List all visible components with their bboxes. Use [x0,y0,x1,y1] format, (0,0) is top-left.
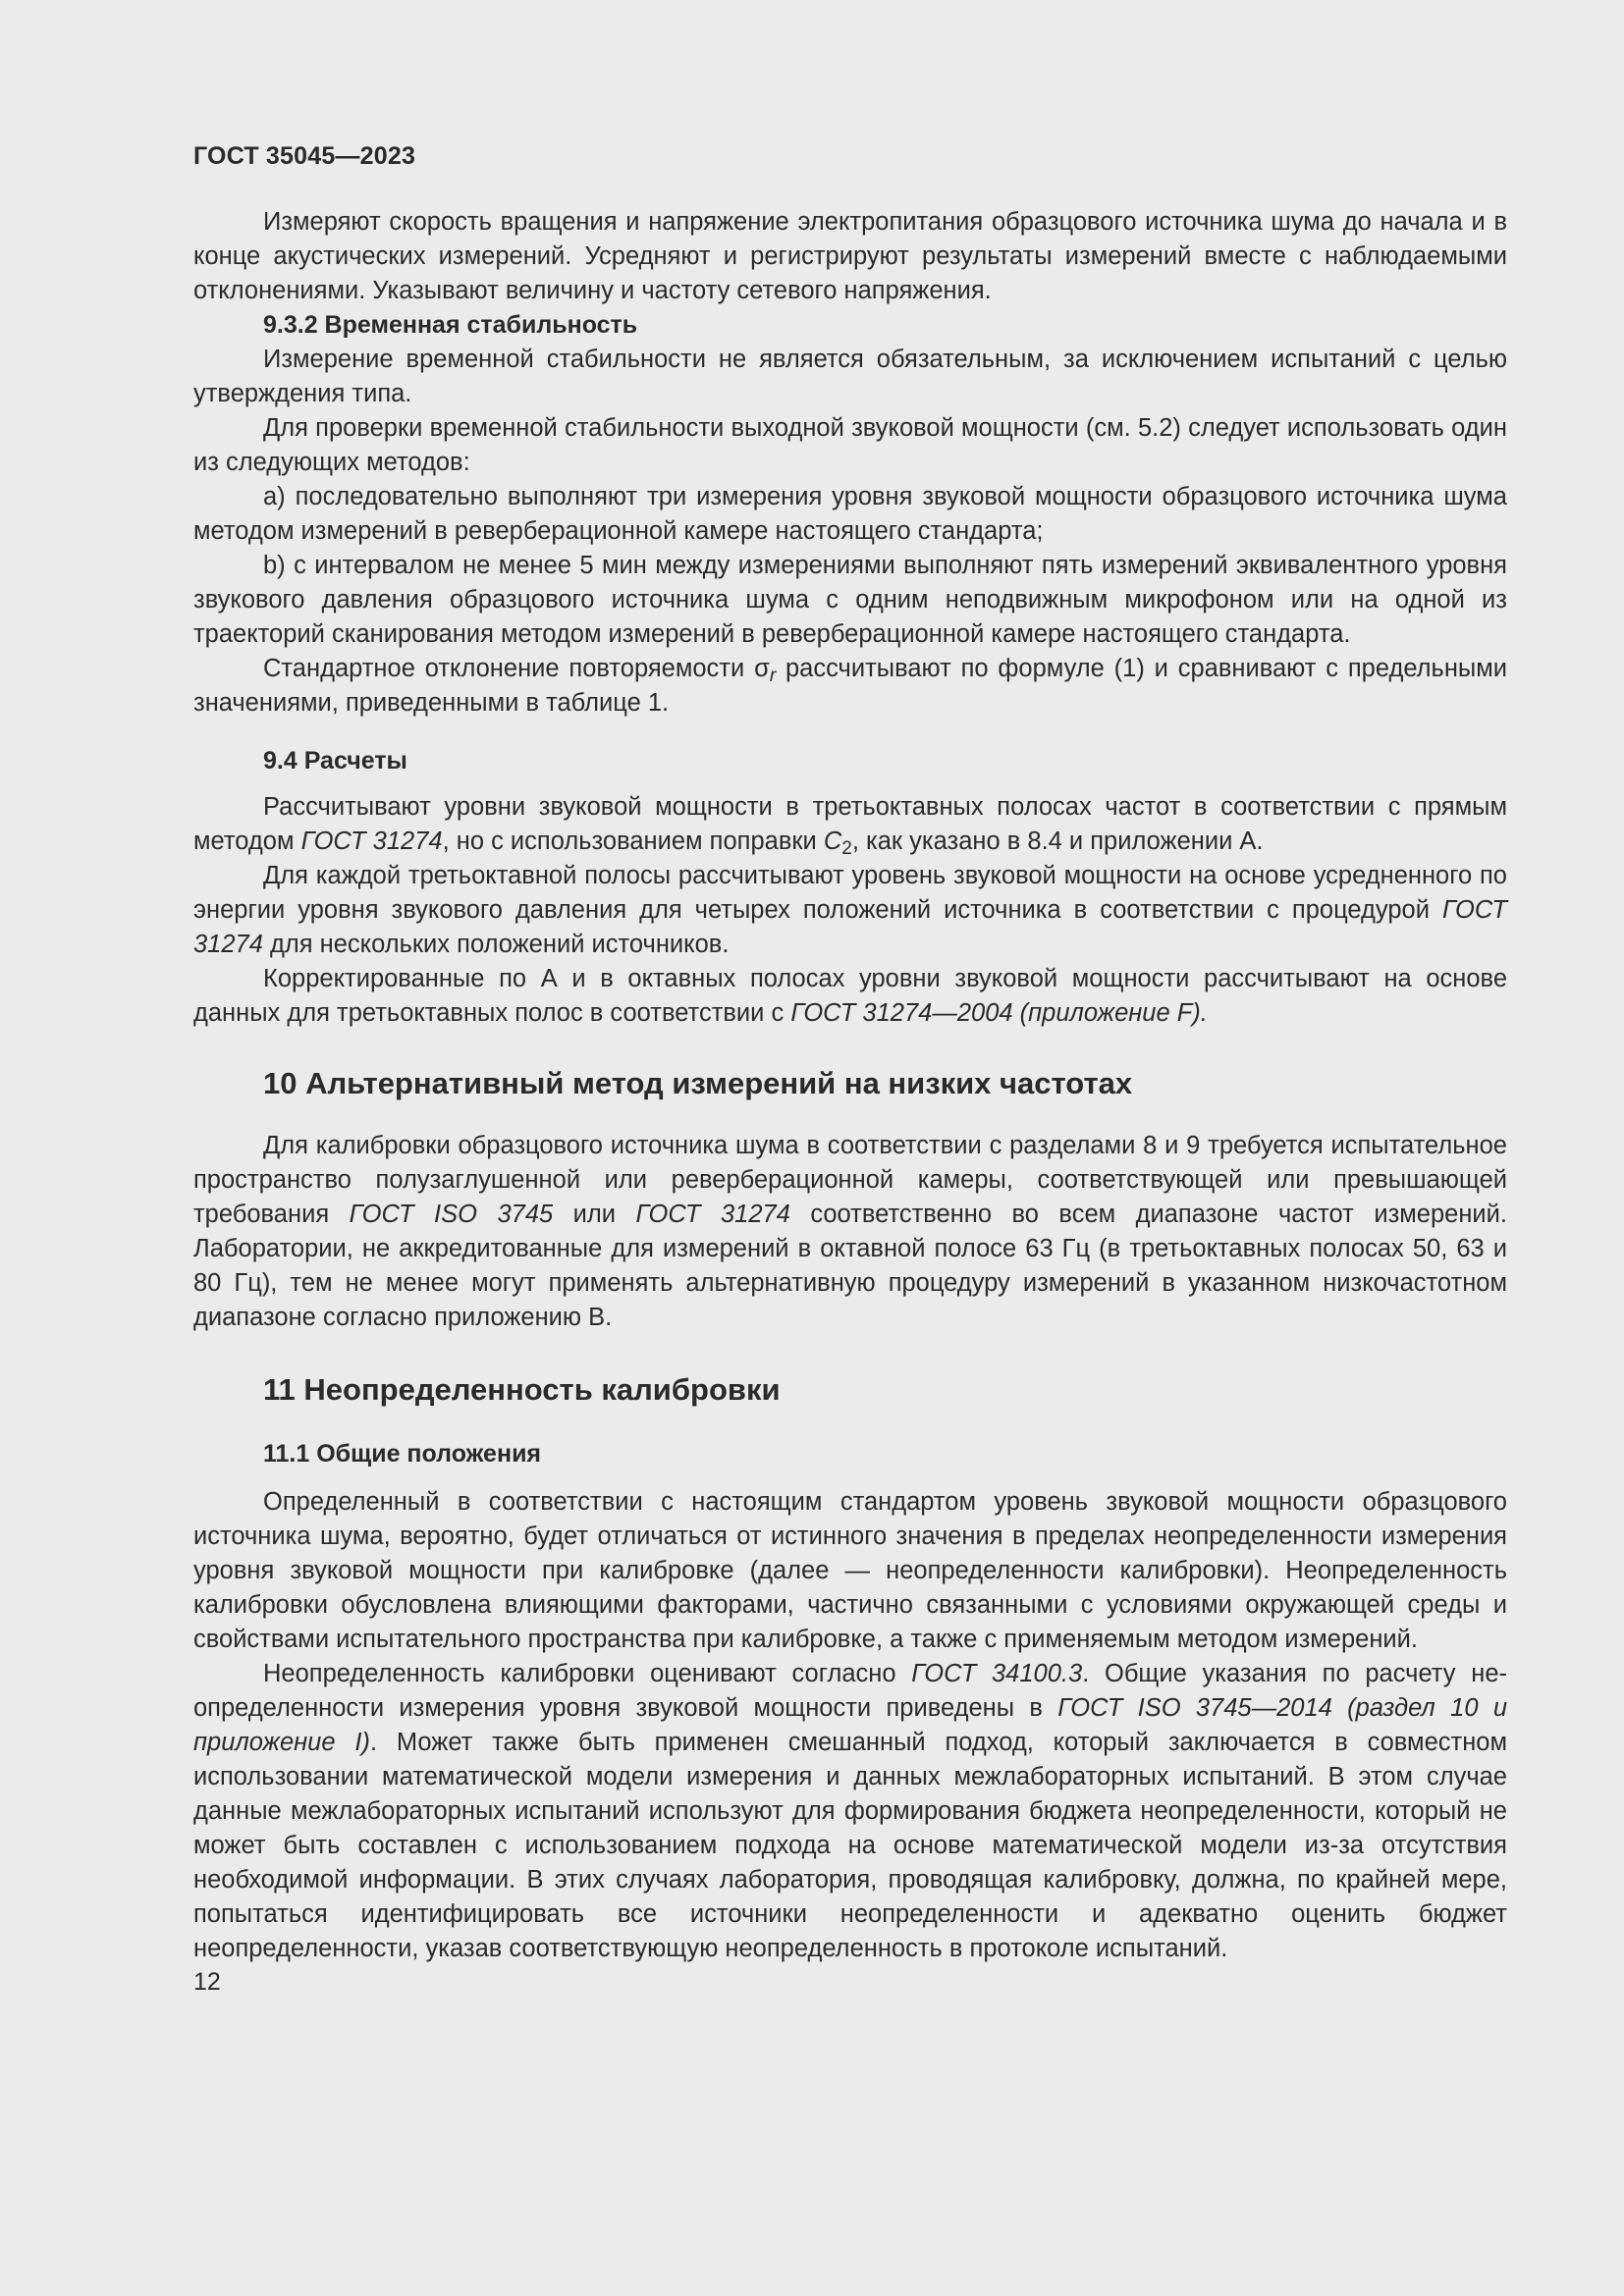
standard-reference: ГОСТ ISO 3745—2014 (раздел 10 и приложение I) [193,1694,1508,1756]
paragraph-9-3-2-1: Измерение временной стабильности не является обязательным, за исключением испытаний с целью утверждения типа. [193,346,1507,407]
paragraph-9-4-1: Рассчитывают уровни звуковой мощности в третьоктавных полосах частот в соответствии с прямым методом ГОСТ 31274, но с использованием поправки $C_2$, как указано в 8.4 и приложении А. [193,793,1507,859]
paragraph-11-1-1: Определенный в соответствии с настоящим стандартом уровень звуковой мощности образцового источника шума, вероятно, будет отличаться от истинного значения в пределах неопределенности измерения уровня звуковой мощности при калибровке (далее — неопределенности калибровки). Неопределенность калибровки обусловлена влияющими факторами, частично связанными с условиями окружающей среды и свойствами испытательного пространства при калибровке, а также с применяемым методом измерений. [193,1488,1507,1653]
standard-reference: ГОСТ 34100.3 [911,1660,1083,1687]
document-header: ГОСТ 35045—2023 [193,142,416,170]
standard-reference: ГОСТ 31274 [300,828,443,855]
list-item-a: a) последовательно выполняют три измерения уровня звуковой мощности образцового источника шума методом измерений в реверберационной камере настоящего стандарта; [193,483,1507,545]
paragraph-9-3-2-2: Для проверки временной стабильности выходной звуковой мощности (см. 5.2) следует использовать один из следующих методов: [193,414,1507,476]
document-page [193,142,1507,1997]
paragraph-9-4-2: Для каждой третьоктавной полосы рассчитывают уровень звуковой мощности на основе усредненного по энергии уровня звукового давления для четырех положений источника в соответствии с процедурой ГОСТ 31274 для нескольких положений источников. [193,862,1507,958]
subsection-heading-9-3-2: 9.3.2 Временная стабильность [263,311,638,339]
standard-reference: ГОСТ 31274—2004 (приложение F). [790,999,1208,1027]
section-heading-11: 11 Неопределенность калибровки [263,1372,781,1407]
paragraph-10-1: Для калибровки образцового источника шума в соответствии с разделами 8 и 9 требуется испытательное пространство полузаглушенной или реверберационной камеры, соответствующей или превышающей требования ГОСТ ISO 3745 или ГОСТ 31274 соответственно во всем диапазоне частот измерений. Лаборатории, не аккредитованные для измерений в октавной полосе 63 Гц (в третьоктавных полосах 50, 63 и 80 Гц), тем не менее могут применять альтернативную процедуру измерений в указанном низкочастотном диапазоне согласно приложению В. [193,1132,1507,1331]
section-heading-10: 10 Альтернативный метод измерений на низких частотах [263,1066,1133,1100]
subsection-heading-9-4: 9.4 Расчеты [263,747,407,774]
paragraph-11-1-2: Неопределенность калибровки оценивают согласно ГОСТ 34100.3. Общие указания по расчету неопределенности измерения уровня звуковой мощности приведены в ГОСТ ISO 3745—2014 (раздел 10 и приложение I). Может также быть применен смешанный подход, который заключается в совместном использовании математической модели измерения и данных межлабораторных испытаний. В этом случае данные межлабораторных испытаний используют для формирования бюджета неопределенности, который не может быть составлен с использованием подхода на основе математической модели из-за отсутствия необходимой информации. В этих случаях лаборатория, проводящая калибровку, должна, по крайней мере, попытаться идентифицировать все источники неопределенности и адекватно оценить бюджет неопределенности, указав соответствующую неопределенность в протоколе испытаний. [193,1660,1508,1962]
standard-reference: ГОСТ ISO 3745 [349,1201,554,1228]
paragraph-9-3-2-3: Стандартное отклонение повторяемости $\sigma_r$ рассчитывают по формуле (1) и сравнивают с предельными значениями, приведенными в таблице 1. [193,655,1508,717]
standard-reference: ГОСТ 31274 [635,1201,790,1228]
page-number: 12 [193,1968,221,1996]
standard-reference: ГОСТ 31274 [193,896,1507,958]
subsection-heading-11-1: 11.1 Общие положения [263,1440,542,1468]
paragraph-intro: Измеряют скорость вращения и напряжение электропитания образцового источника шума до начала и в конце акустических измерений. Усредняют и регистрируют результаты измерений вместе с наблюдаемыми отклонениями. Указывают величину и частоту сетевого напряжения. [193,208,1507,304]
paragraph-9-4-3: Корректированные по А и в октавных полосах уровни звуковой мощности рассчитывают на основе данных для третьоктавных полос в соответствии с ГОСТ 31274—2004 (приложение F). [193,965,1507,1027]
list-item-b: b) с интервалом не менее 5 мин между измерениями выполняют пять измерений эквивалентного уровня звукового давления образцового источника шума с одним неподвижным микрофоном или на одной из траекторий сканирования методом измерений в реверберационной камере настоящего стандарта. [193,552,1507,648]
